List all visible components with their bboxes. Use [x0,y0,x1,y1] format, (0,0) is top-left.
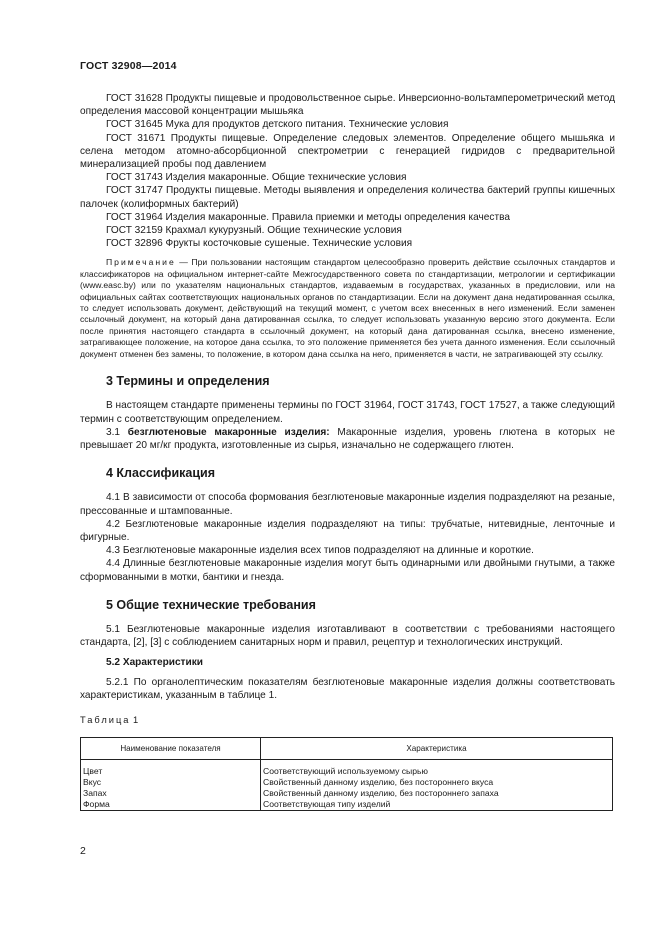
ref-item: ГОСТ 31628 Продукты пищевые и продовольственное сырье. Инверсионно-вольтамперометрический метод определения массовой концентрации мышьяка [80,93,615,118]
note-text: — При пользовании настоящим стандартом целесообразно проверить действие ссылочных стандартов и классификаторов на официальном интернет-сайте Межгосударственного совета по стандартизации, метрологии и сертификации (www.easc.by) или по указателям национальных стандартов, издаваемым в государствах, указанных в предисловии, или на официальных сайтах соответствующих национальных органов по стандартизации. Если на документ дана недатированная ссылка, то следует использовать документ, действующий на текущий момент, с учетом всех внесенных в него изменений. Если заменен ссылочный документ, на который дана датированная ссылка, то следует использовать указанную версию этого документа. Если после принятия настоящего стандарта в ссылочный документ, на который дана датированная ссылка, внесено изменение, затрагивающее положение, на которое дана ссылка, то это положение применяется без учета данного изменения. Если ссылочный документ отменен без замены, то положение, в котором дана ссылка на него, применяется в части, не затрагивающей эту ссылку. [80,257,615,359]
indicator-cell: Вкус [81,777,261,788]
table-row [81,766,613,777]
section-3-title: 3 Термины и определения [106,374,270,389]
table-row [81,799,613,811]
table-caption-label: Таблица [80,714,131,725]
indicator-cell: Форма [81,799,261,811]
classification-item: 4.3 Безглютеновые макаронные изделия всех типов подразделяют на длинные и короткие. [106,545,534,557]
table-caption [80,714,615,727]
ref-item: ГОСТ 31743 Изделия макаронные. Общие технические условия [106,172,407,184]
table-header-indicator: Наименование показателя [81,738,261,760]
ref-item: ГОСТ 31645 Мука для продуктов детского питания. Технические условия [106,119,449,131]
page-content [80,92,615,811]
section-4-title: 4 Классификация [106,466,216,481]
page-number: 2 [80,845,86,857]
characteristic-cell: Соответствующий используемому сырью [261,766,613,777]
ref-item: ГОСТ 32159 Крахмал кукурузный. Общие технические условия [106,225,402,237]
definition-3-1 [80,426,615,452]
note-paragraph [80,257,615,360]
table-header-row [81,738,613,760]
subsection-5-2-title: 5.2 Характеристики [106,657,203,669]
section-5-2-1: 5.2.1 По органолептическим показателям безглютеновые макаронные изделия должны соответствовать характеристикам, указанным в таблице 1. [80,676,615,701]
ref-item: ГОСТ 31747 Продукты пищевые. Методы выявления и определения количества бактерий группы кишечных палочек (колиформных бактерий) [80,185,615,210]
table-row [81,777,613,788]
indicator-cell: Цвет [81,766,261,777]
characteristics-table [80,737,613,811]
section-5-1: 5.1 Безглютеновые макаронные изделия изготавливают в соответствии с требованиями настоящего стандарта, [2], [3] с соблюдением санитарных норм и правил, рецептур и технологических инструкций. [80,623,615,649]
characteristic-cell: Соответствующая типу изделий [261,799,613,811]
document-header: ГОСТ 32908—2014 [80,60,177,72]
note-label: Примечание [106,257,176,268]
classification-item: 4.1 В зависимости от способа формования безглютеновые макаронные изделия подразделяют на резаные, прессованные и штампованные. [80,492,615,517]
definition-term: безглютеновые макаронные изделия: [127,426,330,438]
ref-item: ГОСТ 31964 Изделия макаронные. Правила приемки и методы определения качества [106,211,510,223]
table-caption-number: 1 [130,714,139,725]
section-5-title: 5 Общие технические требования [106,597,316,612]
indicator-cell: Запах [81,788,261,799]
ref-item: ГОСТ 31671 Продукты пищевые. Определение следовых элементов. Определение общего мышьяка и селена методом атомно-абсорбционной спектрометрии с генерацией гидридов с предварительной минерализацией пробы под давлением [80,132,615,171]
characteristic-cell: Свойственный данному изделию, без постороннего запаха [261,788,613,799]
definition-number: 3.1 [106,426,128,438]
definition-text: Макаронные изделия, уровень глютена в которых не превышает 20 мг/кг продукта, изготовленные из сырья, изначально не содержащего глютен. [80,426,615,451]
classification-item: 4.2 Безглютеновые макаронные изделия подразделяют на типы: трубчатые, нитевидные, ленточные и фигурные. [80,518,615,543]
table-header-characteristic: Характеристика [261,738,613,760]
classification-item: 4.4 Длинные безглютеновые макаронные изделия могут быть одинарными или двойными гнутыми, а также сформованными в мотки, бантики и гнезда. [80,558,615,583]
ref-item: ГОСТ 32896 Фрукты косточковые сушеные. Технические условия [106,238,413,250]
section-3-intro: В настоящем стандарте применены термины по ГОСТ 31964, ГОСТ 31743, ГОСТ 17527, а также следующий термин с соответствующим определением. [80,400,615,425]
table-row [81,788,613,799]
characteristic-cell: Свойственный данному изделию, без постороннего вкуса [261,777,613,788]
